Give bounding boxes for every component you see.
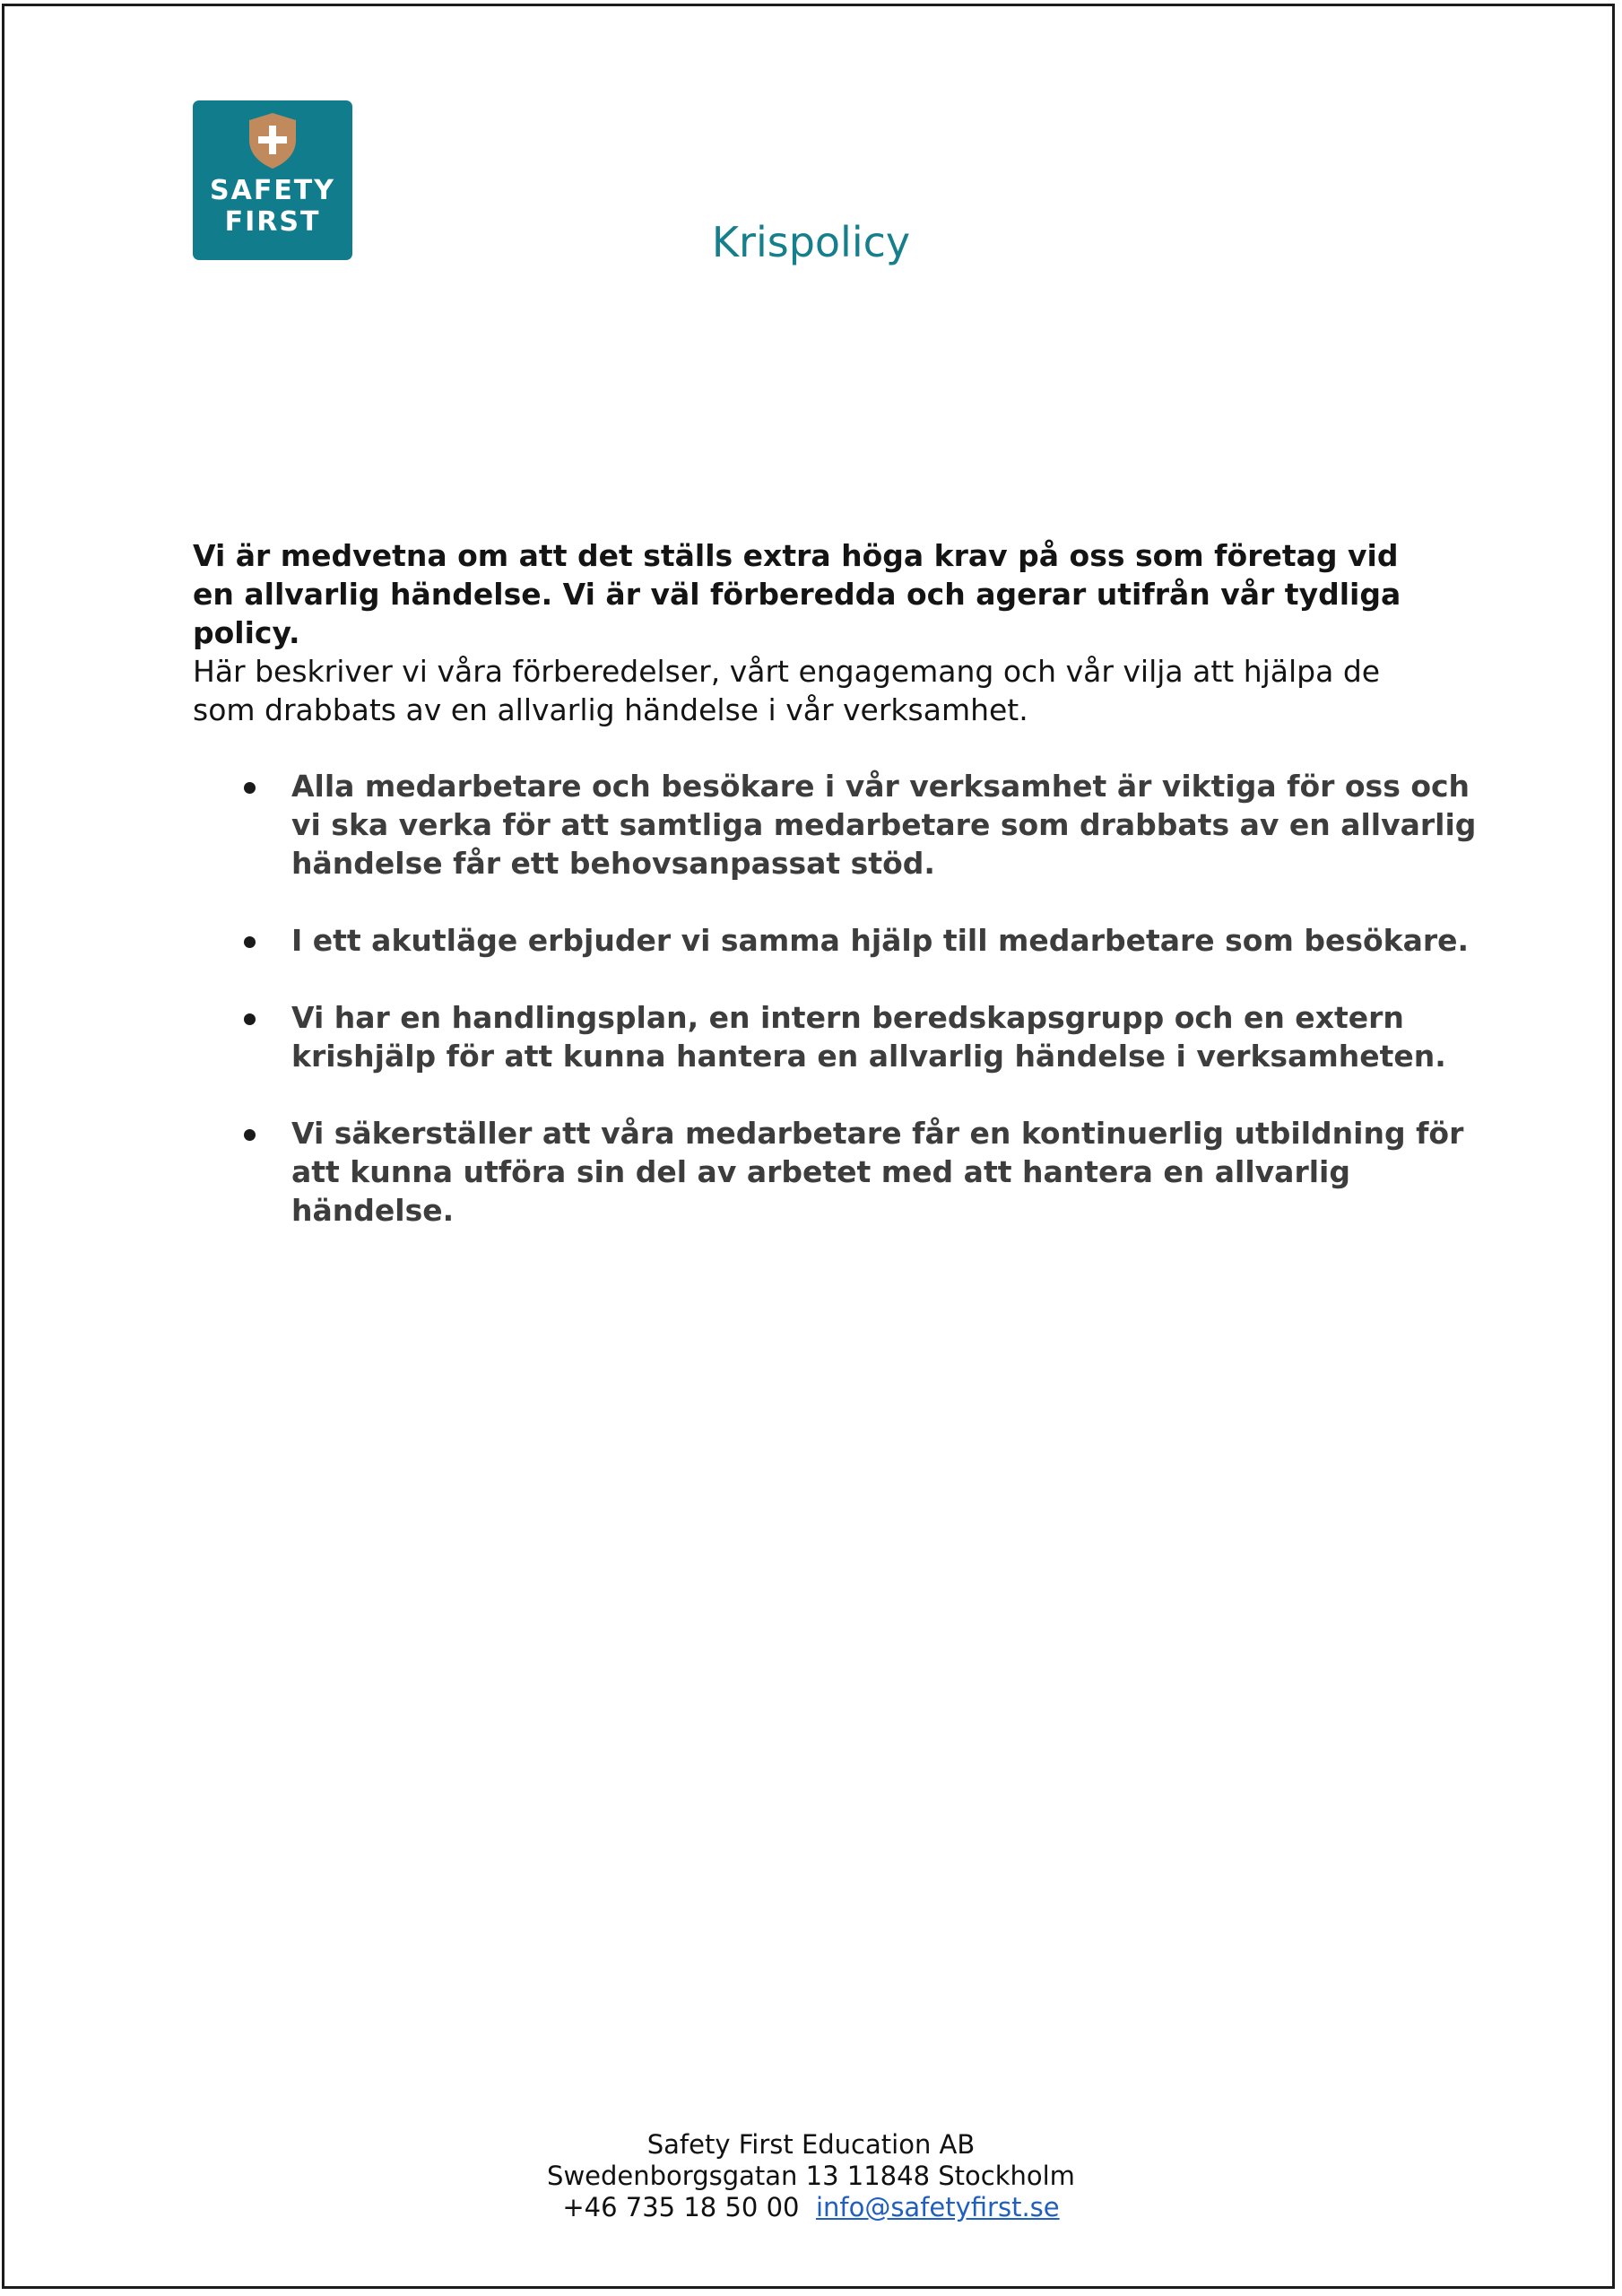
- footer-email-link[interactable]: info@safetyfirst.se: [815, 2192, 1060, 2222]
- intro-bold-paragraph: Vi är medvetna om att det ställs extra höga krav på oss som företag vid en allvarlig händelse. Vi är väl förberedda och agerar utifrån vår tydliga policy.: [193, 538, 1401, 650]
- bullet-text: I ett akutläge erbjuder vi samma hjälp till medarbetare som besökare.: [291, 923, 1470, 958]
- bullet-dot-icon: [244, 1013, 256, 1025]
- bullet-text: Vi säkerställer att våra medarbetare får en kontinuerlig utbildning för att kunna utföra sin del av arbetet med att hantera en allvarlig händelse.: [291, 1116, 1464, 1228]
- bullet-text: Vi har en handlingsplan, en intern beredskapsgrupp och en extern krishjälp för att kunna hantera en allvarlig händelse i verksamheten.: [291, 1000, 1446, 1074]
- bullet-item: [0, 921, 1622, 960]
- bullet-dot-icon: [244, 936, 256, 948]
- policy-bullet-list: [0, 767, 1622, 1268]
- intro-paragraph: Här beskriver vi våra förberedelser, vårt engagemang och vår vilja att hjälpa de som drabbats av en allvarlig händelse i vår verksamhet.: [193, 654, 1381, 727]
- logo-text-line1: SAFETY: [210, 175, 335, 206]
- footer-company: Safety First Education AB: [646, 2129, 976, 2160]
- bullet-dot-icon: [244, 1129, 256, 1141]
- bullet-item: [0, 998, 1622, 1075]
- document-title: Krispolicy: [711, 218, 911, 266]
- footer-address: Swedenborgsgatan 13 11848 Stockholm: [547, 2161, 1075, 2191]
- bullet-dot-icon: [244, 782, 256, 794]
- footer-phone: +46 735 18 50 00: [562, 2192, 800, 2222]
- bullet-item: [0, 767, 1622, 883]
- shield-cross-icon: [246, 111, 299, 170]
- bullet-text: Alla medarbetare och besökare i vår verksamhet är viktiga för oss och vi ska verka för att samtliga medarbetare som drabbats av en allvarlig händelse får ett behovsanpassat stöd.: [291, 769, 1477, 881]
- footer-contact: [0, 2192, 1622, 2223]
- footer: [0, 2129, 1622, 2223]
- bullet-item: [0, 1114, 1622, 1230]
- logo-text-line2: FIRST: [224, 206, 321, 238]
